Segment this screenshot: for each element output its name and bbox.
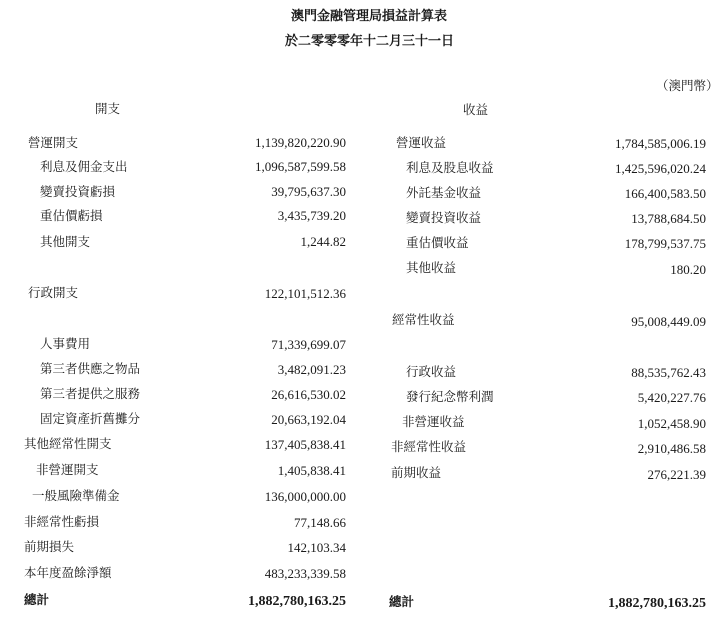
revenue-value: 88,535,762.43 [631,365,706,380]
expense-label: 營運開支 [28,135,79,150]
revenue-value: 13,788,684.50 [631,211,706,226]
expenses-total-value: 1,882,780,163.25 [248,594,346,609]
expense-label: 前期損失 [24,539,75,554]
report-title: 澳門金融管理局損益計算表 [291,9,448,24]
expense-label: 行政開支 [28,285,79,300]
expense-value: 71,339,699.07 [271,337,346,352]
revenue-label: 發行紀念幣利潤 [406,389,494,404]
revenue-label: 非營運收益 [402,414,465,429]
expense-value: 1,096,587,599.58 [255,159,346,174]
expense-value: 1,244.82 [300,234,346,249]
expense-label: 非經常性虧損 [24,514,100,529]
expense-value: 483,233,339.58 [264,566,346,581]
expense-label: 一般風險準備金 [32,488,120,503]
revenue-value: 5,420,227.76 [637,390,706,405]
expense-value: 142,103.34 [287,540,346,555]
expense-label: 重估價虧損 [40,208,103,223]
revenue-label: 外託基金收益 [406,185,482,200]
revenue-value: 1,425,596,020.24 [615,161,706,176]
expense-value: 3,435,739.20 [277,208,346,223]
expenses-heading: 開支 [95,101,121,116]
revenue-value: 2,910,486.58 [637,441,706,456]
expense-value: 39,795,637.30 [271,184,346,199]
revenue-heading: 收益 [463,102,489,117]
revenue-value: 166,400,583.50 [624,186,706,201]
revenue-total-value: 1,882,780,163.25 [608,596,706,611]
expense-label: 第三者提供之服務 [40,386,141,401]
revenue-label: 其他收益 [406,260,457,275]
expenses-total-label: 總計 [24,592,50,607]
revenue-value: 1,052,458.90 [637,416,706,431]
revenue-label: 重估價收益 [406,235,469,250]
expense-value: 1,139,820,220.90 [255,135,346,150]
revenue-value: 180.20 [670,262,706,277]
expense-label: 其他經常性開支 [24,436,112,451]
expense-label: 人事費用 [40,336,91,351]
expense-value: 3,482,091.23 [277,362,346,377]
expense-label: 利息及佣金支出 [40,159,128,174]
revenue-label: 前期收益 [391,465,442,480]
currency-note: （澳門幣） [656,78,719,93]
revenue-label: 利息及股息收益 [406,160,494,175]
expense-value: 136,000,000.00 [264,489,346,504]
revenue-label: 行政收益 [406,364,457,379]
expense-label: 非營運開支 [36,462,99,477]
revenue-label: 經常性收益 [392,312,455,327]
expense-value: 77,148.66 [294,515,346,530]
revenue-label: 營運收益 [396,135,447,150]
expense-label: 第三者供應之物品 [40,361,141,376]
revenue-value: 178,799,537.75 [624,236,706,251]
revenue-label: 變賣投資收益 [406,210,482,225]
expense-label: 其他開支 [40,234,91,249]
report-date: 於二零零零年十二月三十一日 [285,34,455,49]
expense-label: 本年度盈餘淨額 [24,565,112,580]
expense-value: 137,405,838.41 [264,437,346,452]
revenue-total-label: 總計 [389,594,415,609]
revenue-value: 276,221.39 [647,467,706,482]
expense-label: 固定資產折舊攤分 [40,411,141,426]
revenue-value: 95,008,449.09 [631,314,706,329]
expense-value: 26,616,530.02 [271,387,346,402]
expense-value: 122,101,512.36 [264,286,346,301]
expense-value: 1,405,838.41 [277,463,346,478]
expense-value: 20,663,192.04 [271,412,346,427]
revenue-value: 1,784,585,006.19 [615,136,706,151]
expense-label: 變賣投資虧損 [40,184,116,199]
revenue-label: 非經常性收益 [391,439,467,454]
